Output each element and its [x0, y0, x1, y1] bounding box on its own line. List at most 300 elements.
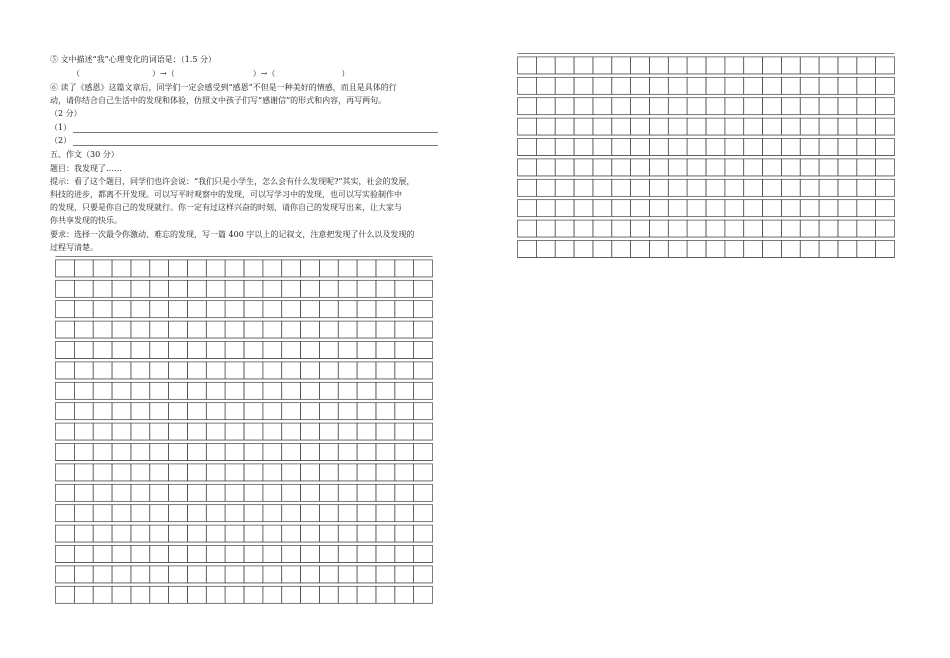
- grid-cell[interactable]: [244, 301, 263, 318]
- grid-cell[interactable]: [357, 464, 376, 481]
- grid-cell[interactable]: [56, 566, 75, 583]
- grid-cell[interactable]: [555, 159, 574, 176]
- grid-cell[interactable]: [338, 566, 357, 583]
- grid-cell[interactable]: [536, 118, 555, 135]
- grid-cell[interactable]: [781, 77, 800, 94]
- grid-cell[interactable]: [725, 241, 744, 258]
- grid-cell[interactable]: [74, 546, 93, 563]
- grid-cell[interactable]: [112, 464, 131, 481]
- grid-row[interactable]: [56, 297, 433, 317]
- grid-cell[interactable]: [131, 280, 150, 297]
- grid-cell[interactable]: [763, 159, 782, 176]
- grid-cell[interactable]: [263, 260, 282, 277]
- grid-cell[interactable]: [395, 586, 414, 603]
- grid-cell[interactable]: [319, 362, 338, 379]
- grid-row[interactable]: [56, 338, 433, 358]
- grid-cell[interactable]: [612, 57, 631, 74]
- grid-row[interactable]: [56, 379, 433, 399]
- grid-cell[interactable]: [93, 260, 112, 277]
- grid-cell[interactable]: [131, 546, 150, 563]
- grid-cell[interactable]: [282, 484, 301, 501]
- grid-cell[interactable]: [687, 118, 706, 135]
- grid-cell[interactable]: [169, 362, 188, 379]
- grid-cell[interactable]: [395, 566, 414, 583]
- grid-cell[interactable]: [282, 566, 301, 583]
- grid-row[interactable]: [56, 563, 433, 583]
- grid-cell[interactable]: [357, 280, 376, 297]
- grid-cell[interactable]: [819, 200, 838, 217]
- grid-cell[interactable]: [593, 98, 612, 115]
- grid-cell[interactable]: [131, 525, 150, 542]
- grid-cell[interactable]: [150, 464, 169, 481]
- grid-cell[interactable]: [187, 586, 206, 603]
- grid-cell[interactable]: [876, 98, 895, 115]
- grid-cell[interactable]: [187, 484, 206, 501]
- grid-cell[interactable]: [338, 586, 357, 603]
- grid-cell[interactable]: [187, 403, 206, 420]
- grid-cell[interactable]: [169, 321, 188, 338]
- grid-cell[interactable]: [56, 423, 75, 440]
- grid-cell[interactable]: [131, 362, 150, 379]
- grid-cell[interactable]: [150, 403, 169, 420]
- grid-row[interactable]: [56, 461, 433, 481]
- grid-cell[interactable]: [74, 464, 93, 481]
- grid-cell[interactable]: [225, 260, 244, 277]
- grid-cell[interactable]: [338, 484, 357, 501]
- grid-cell[interactable]: [282, 423, 301, 440]
- grid-cell[interactable]: [301, 280, 320, 297]
- grid-cell[interactable]: [131, 321, 150, 338]
- grid-cell[interactable]: [225, 566, 244, 583]
- grid-cell[interactable]: [518, 139, 537, 156]
- grid-cell[interactable]: [631, 139, 650, 156]
- grid-cell[interactable]: [169, 382, 188, 399]
- grid-cell[interactable]: [725, 200, 744, 217]
- grid-cell[interactable]: [131, 566, 150, 583]
- grid-cell[interactable]: [414, 586, 433, 603]
- grid-cell[interactable]: [819, 220, 838, 237]
- grid-cell[interactable]: [555, 118, 574, 135]
- grid-row[interactable]: [56, 522, 433, 542]
- grid-cell[interactable]: [225, 342, 244, 359]
- grid-cell[interactable]: [763, 57, 782, 74]
- grid-cell[interactable]: [169, 546, 188, 563]
- grid-cell[interactable]: [169, 505, 188, 522]
- grid-cell[interactable]: [518, 200, 537, 217]
- grid-cell[interactable]: [244, 403, 263, 420]
- grid-cell[interactable]: [282, 464, 301, 481]
- grid-cell[interactable]: [169, 423, 188, 440]
- grid-cell[interactable]: [74, 586, 93, 603]
- grid-cell[interactable]: [112, 525, 131, 542]
- grid-cell[interactable]: [593, 139, 612, 156]
- grid-cell[interactable]: [206, 505, 225, 522]
- grid-cell[interactable]: [225, 280, 244, 297]
- grid-cell[interactable]: [357, 586, 376, 603]
- grid-cell[interactable]: [187, 423, 206, 440]
- grid-cell[interactable]: [282, 586, 301, 603]
- grid-cell[interactable]: [536, 139, 555, 156]
- grid-cell[interactable]: [225, 321, 244, 338]
- writing-grid-right[interactable]: [517, 53, 895, 258]
- grid-cell[interactable]: [518, 77, 537, 94]
- grid-cell[interactable]: [781, 98, 800, 115]
- grid-cell[interactable]: [244, 280, 263, 297]
- grid-cell[interactable]: [819, 57, 838, 74]
- grid-cell[interactable]: [225, 586, 244, 603]
- grid-cell[interactable]: [74, 566, 93, 583]
- grid-cell[interactable]: [857, 139, 876, 156]
- grid-cell[interactable]: [93, 484, 112, 501]
- grid-cell[interactable]: [781, 118, 800, 135]
- grid-cell[interactable]: [800, 200, 819, 217]
- grid-cell[interactable]: [282, 342, 301, 359]
- grid-cell[interactable]: [668, 200, 687, 217]
- grid-cell[interactable]: [395, 321, 414, 338]
- grid-cell[interactable]: [631, 57, 650, 74]
- grid-cell[interactable]: [282, 382, 301, 399]
- grid-cell[interactable]: [225, 301, 244, 318]
- grid-cell[interactable]: [301, 260, 320, 277]
- grid-cell[interactable]: [574, 139, 593, 156]
- grid-cell[interactable]: [206, 586, 225, 603]
- grid-cell[interactable]: [206, 260, 225, 277]
- grid-cell[interactable]: [555, 77, 574, 94]
- grid-cell[interactable]: [668, 139, 687, 156]
- grid-row[interactable]: [518, 135, 895, 155]
- grid-cell[interactable]: [93, 464, 112, 481]
- grid-cell[interactable]: [187, 566, 206, 583]
- grid-cell[interactable]: [112, 505, 131, 522]
- grid-cell[interactable]: [725, 57, 744, 74]
- grid-cell[interactable]: [376, 382, 395, 399]
- grid-cell[interactable]: [169, 464, 188, 481]
- grid-cell[interactable]: [649, 98, 668, 115]
- grid-row[interactable]: [56, 583, 433, 603]
- grid-cell[interactable]: [763, 200, 782, 217]
- grid-cell[interactable]: [781, 241, 800, 258]
- grid-cell[interactable]: [206, 280, 225, 297]
- grid-cell[interactable]: [668, 77, 687, 94]
- grid-cell[interactable]: [301, 342, 320, 359]
- grid-cell[interactable]: [668, 179, 687, 196]
- grid-cell[interactable]: [555, 220, 574, 237]
- grid-cell[interactable]: [395, 280, 414, 297]
- grid-cell[interactable]: [838, 77, 857, 94]
- grid-cell[interactable]: [206, 382, 225, 399]
- grid-cell[interactable]: [112, 260, 131, 277]
- grid-cell[interactable]: [687, 57, 706, 74]
- grid-cell[interactable]: [876, 200, 895, 217]
- grid-cell[interactable]: [631, 77, 650, 94]
- grid-cell[interactable]: [150, 321, 169, 338]
- grid-row[interactable]: [56, 359, 433, 379]
- grid-cell[interactable]: [838, 57, 857, 74]
- grid-cell[interactable]: [536, 57, 555, 74]
- grid-cell[interactable]: [725, 159, 744, 176]
- grid-cell[interactable]: [744, 118, 763, 135]
- grid-cell[interactable]: [395, 403, 414, 420]
- grid-cell[interactable]: [838, 200, 857, 217]
- grid-cell[interactable]: [150, 382, 169, 399]
- grid-cell[interactable]: [857, 220, 876, 237]
- grid-cell[interactable]: [706, 220, 725, 237]
- grid-cell[interactable]: [376, 342, 395, 359]
- grid-cell[interactable]: [319, 403, 338, 420]
- grid-cell[interactable]: [301, 505, 320, 522]
- grid-cell[interactable]: [536, 77, 555, 94]
- grid-cell[interactable]: [74, 342, 93, 359]
- grid-cell[interactable]: [244, 505, 263, 522]
- grid-cell[interactable]: [112, 586, 131, 603]
- grid-cell[interactable]: [357, 546, 376, 563]
- grid-cell[interactable]: [357, 260, 376, 277]
- grid-cell[interactable]: [338, 362, 357, 379]
- grid-cell[interactable]: [112, 403, 131, 420]
- grid-cell[interactable]: [838, 139, 857, 156]
- grid-cell[interactable]: [319, 566, 338, 583]
- grid-cell[interactable]: [56, 525, 75, 542]
- grid-cell[interactable]: [131, 484, 150, 501]
- grid-cell[interactable]: [357, 484, 376, 501]
- grid-cell[interactable]: [414, 484, 433, 501]
- grid-cell[interactable]: [338, 301, 357, 318]
- grid-cell[interactable]: [800, 139, 819, 156]
- grid-cell[interactable]: [338, 444, 357, 461]
- grid-cell[interactable]: [263, 321, 282, 338]
- grid-cell[interactable]: [819, 159, 838, 176]
- grid-row[interactable]: [518, 54, 895, 74]
- grid-cell[interactable]: [706, 179, 725, 196]
- grid-cell[interactable]: [574, 241, 593, 258]
- grid-cell[interactable]: [395, 362, 414, 379]
- grid-cell[interactable]: [244, 423, 263, 440]
- grid-cell[interactable]: [263, 444, 282, 461]
- grid-cell[interactable]: [169, 260, 188, 277]
- grid-cell[interactable]: [93, 301, 112, 318]
- grid-cell[interactable]: [668, 118, 687, 135]
- grid-cell[interactable]: [357, 301, 376, 318]
- grid-cell[interactable]: [150, 546, 169, 563]
- grid-cell[interactable]: [74, 260, 93, 277]
- grid-cell[interactable]: [518, 57, 537, 74]
- grid-row[interactable]: [518, 74, 895, 94]
- grid-cell[interactable]: [744, 139, 763, 156]
- grid-cell[interactable]: [357, 525, 376, 542]
- grid-cell[interactable]: [56, 382, 75, 399]
- grid-cell[interactable]: [112, 566, 131, 583]
- grid-cell[interactable]: [395, 382, 414, 399]
- grid-cell[interactable]: [93, 423, 112, 440]
- grid-cell[interactable]: [74, 505, 93, 522]
- grid-cell[interactable]: [263, 484, 282, 501]
- grid-cell[interactable]: [338, 280, 357, 297]
- grid-cell[interactable]: [574, 57, 593, 74]
- grid-cell[interactable]: [93, 362, 112, 379]
- grid-cell[interactable]: [414, 546, 433, 563]
- grid-cell[interactable]: [56, 362, 75, 379]
- grid-cell[interactable]: [131, 301, 150, 318]
- grid-svg[interactable]: [517, 53, 895, 258]
- grid-cell[interactable]: [225, 484, 244, 501]
- grid-cell[interactable]: [414, 321, 433, 338]
- grid-row[interactable]: [56, 481, 433, 501]
- grid-cell[interactable]: [395, 301, 414, 318]
- grid-cell[interactable]: [131, 505, 150, 522]
- grid-cell[interactable]: [376, 525, 395, 542]
- grid-row[interactable]: [518, 196, 895, 216]
- grid-cell[interactable]: [206, 362, 225, 379]
- grid-cell[interactable]: [187, 280, 206, 297]
- grid-cell[interactable]: [93, 280, 112, 297]
- grid-cell[interactable]: [744, 98, 763, 115]
- grid-cell[interactable]: [395, 444, 414, 461]
- grid-cell[interactable]: [187, 546, 206, 563]
- grid-cell[interactable]: [395, 525, 414, 542]
- grid-cell[interactable]: [131, 464, 150, 481]
- grid-cell[interactable]: [244, 484, 263, 501]
- grid-cell[interactable]: [668, 159, 687, 176]
- grid-cell[interactable]: [319, 505, 338, 522]
- grid-cell[interactable]: [206, 525, 225, 542]
- grid-cell[interactable]: [357, 566, 376, 583]
- grid-cell[interactable]: [876, 57, 895, 74]
- grid-cell[interactable]: [414, 444, 433, 461]
- grid-cell[interactable]: [800, 220, 819, 237]
- grid-cell[interactable]: [612, 179, 631, 196]
- grid-cell[interactable]: [555, 139, 574, 156]
- answer-2-line[interactable]: [73, 137, 438, 146]
- grid-row[interactable]: [518, 176, 895, 196]
- grid-cell[interactable]: [763, 118, 782, 135]
- grid-svg[interactable]: [55, 256, 433, 604]
- grid-cell[interactable]: [225, 444, 244, 461]
- grid-cell[interactable]: [687, 77, 706, 94]
- grid-cell[interactable]: [169, 342, 188, 359]
- grid-cell[interactable]: [206, 444, 225, 461]
- grid-cell[interactable]: [112, 321, 131, 338]
- grid-cell[interactable]: [169, 566, 188, 583]
- grid-cell[interactable]: [319, 321, 338, 338]
- grid-cell[interactable]: [574, 159, 593, 176]
- grid-cell[interactable]: [555, 241, 574, 258]
- grid-cell[interactable]: [376, 484, 395, 501]
- grid-cell[interactable]: [301, 586, 320, 603]
- grid-cell[interactable]: [414, 464, 433, 481]
- grid-cell[interactable]: [112, 484, 131, 501]
- grid-cell[interactable]: [244, 546, 263, 563]
- grid-cell[interactable]: [800, 159, 819, 176]
- grid-cell[interactable]: [338, 321, 357, 338]
- grid-row[interactable]: [518, 217, 895, 237]
- grid-cell[interactable]: [244, 362, 263, 379]
- grid-cell[interactable]: [763, 139, 782, 156]
- grid-cell[interactable]: [725, 118, 744, 135]
- grid-cell[interactable]: [150, 566, 169, 583]
- grid-cell[interactable]: [649, 139, 668, 156]
- grid-cell[interactable]: [395, 423, 414, 440]
- grid-cell[interactable]: [357, 444, 376, 461]
- grid-cell[interactable]: [376, 505, 395, 522]
- grid-cell[interactable]: [263, 301, 282, 318]
- grid-cell[interactable]: [150, 260, 169, 277]
- grid-cell[interactable]: [93, 444, 112, 461]
- grid-cell[interactable]: [781, 57, 800, 74]
- grid-cell[interactable]: [225, 525, 244, 542]
- grid-cell[interactable]: [319, 342, 338, 359]
- grid-cell[interactable]: [612, 139, 631, 156]
- grid-cell[interactable]: [244, 586, 263, 603]
- grid-cell[interactable]: [819, 118, 838, 135]
- grid-cell[interactable]: [536, 200, 555, 217]
- grid-cell[interactable]: [150, 342, 169, 359]
- grid-cell[interactable]: [536, 98, 555, 115]
- grid-cell[interactable]: [206, 464, 225, 481]
- grid-cell[interactable]: [112, 301, 131, 318]
- grid-cell[interactable]: [744, 179, 763, 196]
- grid-cell[interactable]: [744, 77, 763, 94]
- grid-cell[interactable]: [319, 464, 338, 481]
- grid-cell[interactable]: [819, 241, 838, 258]
- grid-cell[interactable]: [319, 444, 338, 461]
- grid-cell[interactable]: [518, 118, 537, 135]
- grid-cell[interactable]: [263, 546, 282, 563]
- grid-cell[interactable]: [357, 342, 376, 359]
- grid-cell[interactable]: [301, 321, 320, 338]
- grid-cell[interactable]: [414, 382, 433, 399]
- grid-cell[interactable]: [763, 77, 782, 94]
- grid-cell[interactable]: [169, 484, 188, 501]
- grid-cell[interactable]: [357, 382, 376, 399]
- grid-cell[interactable]: [169, 525, 188, 542]
- grid-cell[interactable]: [338, 423, 357, 440]
- grid-cell[interactable]: [725, 220, 744, 237]
- grid-cell[interactable]: [706, 77, 725, 94]
- grid-cell[interactable]: [376, 444, 395, 461]
- grid-row[interactable]: [56, 542, 433, 562]
- grid-cell[interactable]: [112, 444, 131, 461]
- grid-cell[interactable]: [225, 382, 244, 399]
- grid-cell[interactable]: [414, 260, 433, 277]
- grid-cell[interactable]: [555, 57, 574, 74]
- grid-cell[interactable]: [631, 159, 650, 176]
- grid-cell[interactable]: [150, 444, 169, 461]
- grid-cell[interactable]: [612, 200, 631, 217]
- grid-cell[interactable]: [376, 403, 395, 420]
- grid-cell[interactable]: [282, 505, 301, 522]
- grid-cell[interactable]: [338, 403, 357, 420]
- grid-cell[interactable]: [301, 525, 320, 542]
- grid-cell[interactable]: [857, 200, 876, 217]
- grid-cell[interactable]: [518, 220, 537, 237]
- grid-cell[interactable]: [56, 505, 75, 522]
- grid-cell[interactable]: [282, 403, 301, 420]
- grid-cell[interactable]: [706, 139, 725, 156]
- grid-cell[interactable]: [131, 586, 150, 603]
- grid-cell[interactable]: [763, 220, 782, 237]
- grid-cell[interactable]: [574, 77, 593, 94]
- grid-cell[interactable]: [555, 200, 574, 217]
- grid-cell[interactable]: [56, 280, 75, 297]
- grid-cell[interactable]: [263, 403, 282, 420]
- grid-cell[interactable]: [819, 98, 838, 115]
- grid-cell[interactable]: [225, 403, 244, 420]
- grid-cell[interactable]: [319, 484, 338, 501]
- grid-cell[interactable]: [206, 321, 225, 338]
- grid-cell[interactable]: [112, 382, 131, 399]
- grid-cell[interactable]: [263, 362, 282, 379]
- grid-cell[interactable]: [612, 118, 631, 135]
